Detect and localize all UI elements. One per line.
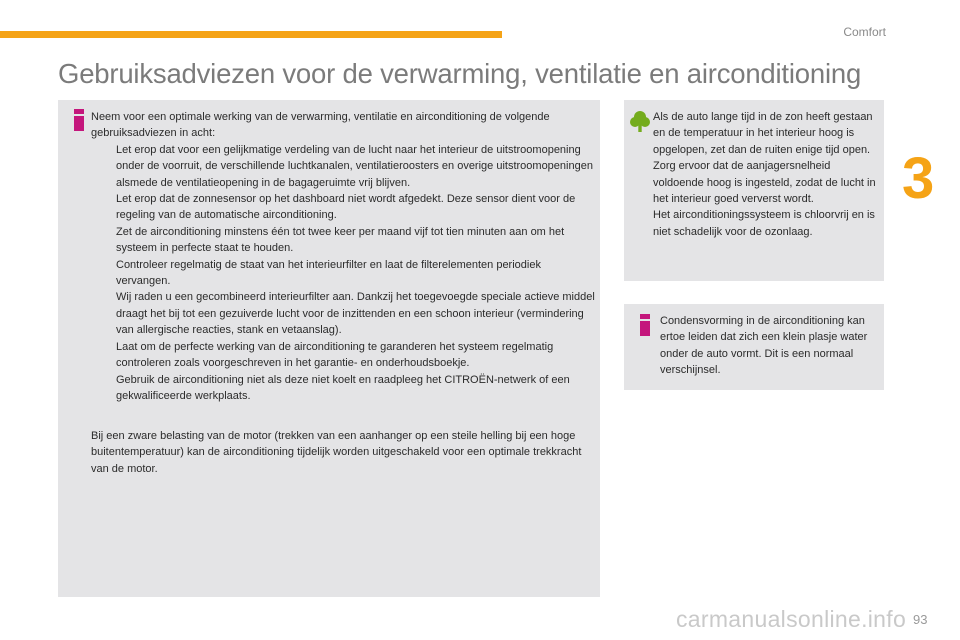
advice-intro: Neem voor een optimale werking van de verwarming, ventilatie en airconditioning de volgende gebruiksadviezen in acht:	[91, 111, 550, 140]
advice-item-text: Controleer regelmatig de staat van het interieurfilter en laat de filterelementen periodiek vervangen. Wij raden u een gecombineerd interieurfilter aan. Dankzij het toegevoegde speciale actieve middel draagt het bij tot een gezuiverde lucht voor de inzittenden en een schoon interieur (vermindering van allergische reacties, stank en vetaanslag).	[116, 258, 595, 337]
advice-item	[91, 142, 596, 191]
advice-item-text: Laat om de perfecte werking van de airconditioning te garanderen het systeem regelmatig controleren zoals voorgeschreven in het garantie- en onderhoudsboekje.	[116, 340, 554, 370]
chapter-number: 3	[902, 146, 935, 211]
advice-item	[91, 191, 596, 224]
info-icon	[636, 314, 654, 336]
advice-item	[91, 257, 596, 339]
main-advice-panel	[58, 100, 600, 597]
engine-load-note: Bij een zware belasting van de motor (trekken van een aanhanger op een steile helling bij een hoge buitentemperatuur) kan de airconditioning tijdelijk worden uitgeschakeld voor een optimale trekkracht van de motor.	[91, 430, 582, 475]
advice-item-text: Gebruik de airconditioning niet als deze niet koelt en raadpleeg het CITROËN-netwerk of een gekwalificeerde werkplaats.	[116, 373, 570, 402]
condensation-info-panel	[624, 304, 884, 390]
condensation-text: Condensvorming in de airconditioning kan ertoe leiden dat zich een klein plasje water onder de auto vormt. Dit is een normaal verschijnsel.	[660, 315, 868, 377]
advice-item	[91, 372, 596, 405]
eco-tip-paragraph: Zorg ervoor dat de aanjagersnelheid voldoende hoog is ingesteld, zodat de lucht in het interieur goed ververst wordt.	[653, 160, 876, 206]
eco-tree-icon	[629, 110, 651, 132]
eco-tip-paragraph: Het airconditioningssysteem is chloorvrij en is niet schadelijk voor de ozonlaag.	[653, 209, 875, 238]
eco-tip-text	[653, 109, 878, 240]
page-number: 93	[913, 612, 928, 627]
advice-text	[91, 109, 596, 404]
advice-item	[91, 224, 596, 257]
advice-list	[91, 142, 596, 405]
page-title: Gebruiksadviezen voor de verwarming, ventilatie en airconditioning	[58, 58, 862, 89]
info-icon	[70, 109, 88, 131]
advice-item	[91, 339, 596, 372]
accent-bar	[0, 31, 502, 38]
watermark: carmanualsonline.info	[676, 606, 907, 632]
section-name: Comfort	[843, 25, 886, 39]
advice-item-text: Let erop dat de zonnesensor op het dashboard niet wordt afgedekt. Deze sensor dient voor de regeling van de automatische airconditioning.	[116, 193, 576, 222]
eco-tip-panel	[624, 100, 884, 281]
advice-item-text: Let erop dat voor een gelijkmatige verdeling van de lucht naar het interieur de uitstroomopening onder de voorruit, de verschillende luchtkanalen, ventilatieroosters en overige uitstroomopeningen alsmede de ventilatieopening in de bagageruimte vrij blijven.	[116, 143, 593, 189]
advice-item-text: Zet de airconditioning minstens één tot twee keer per maand vijf tot tien minuten aan om het systeem in perfecte staat te houden.	[116, 225, 565, 255]
eco-tip-paragraph: Als de auto lange tijd in de zon heeft gestaan en de temperatuur in het interieur hoog is opgelopen, zet dan de ruiten enige tijd open.	[653, 111, 873, 156]
